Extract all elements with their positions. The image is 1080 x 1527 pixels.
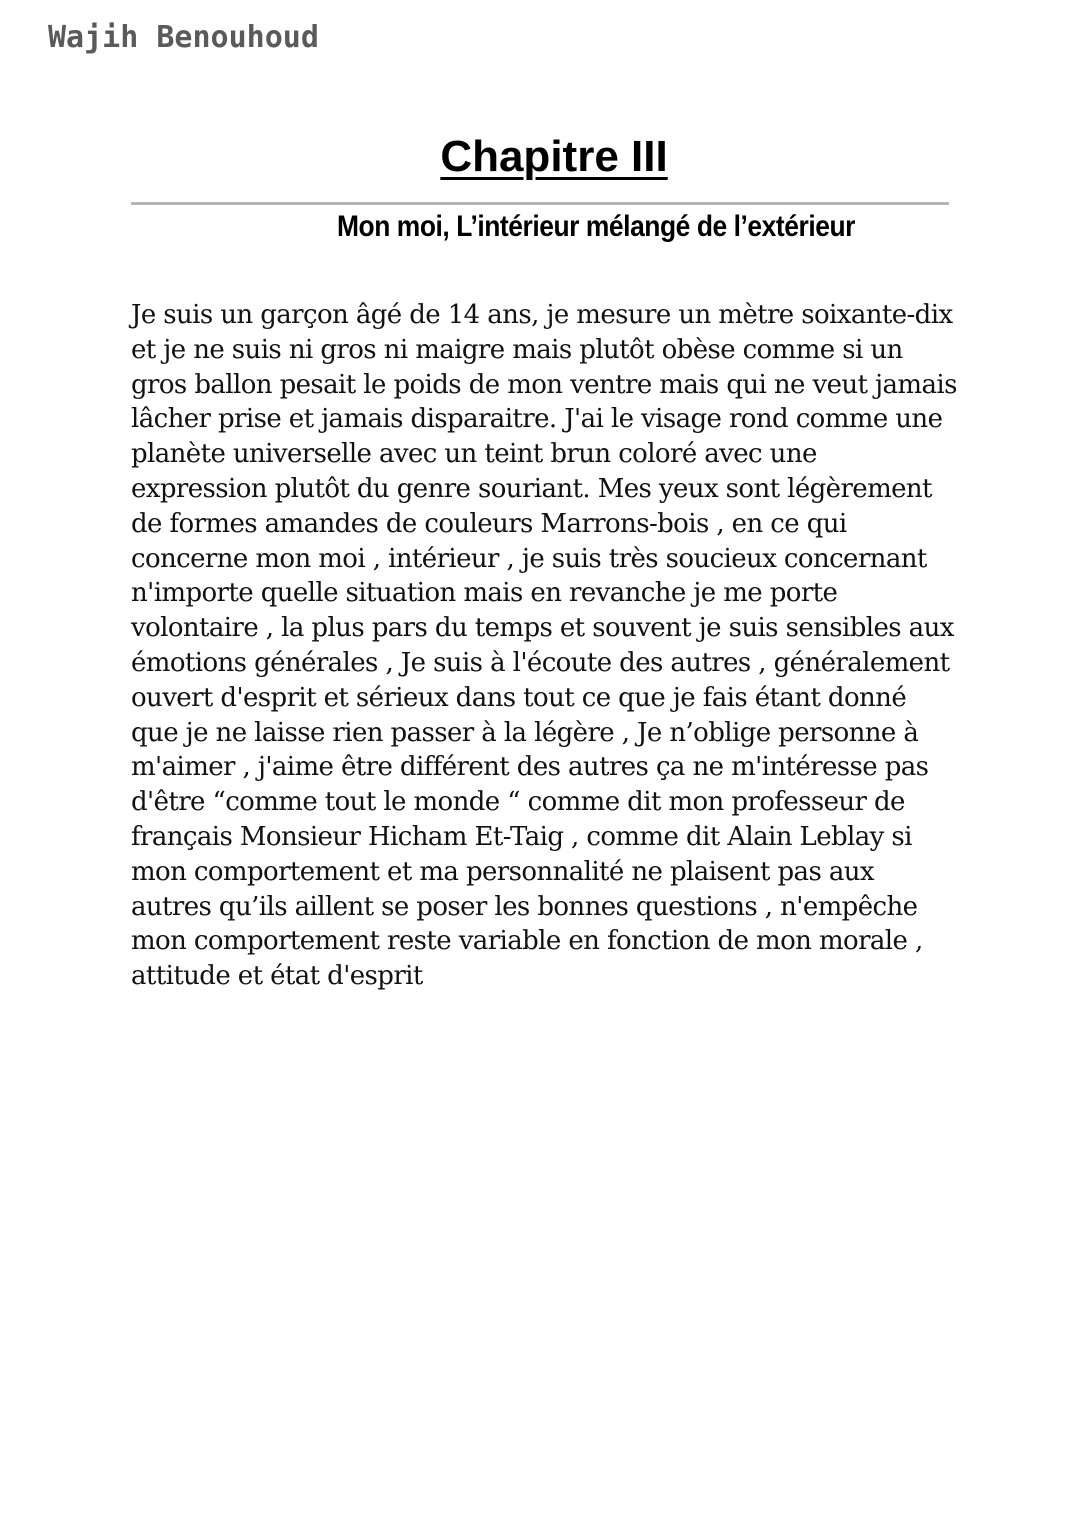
paragraph-line: expression plutôt du genre souriant. Mes yeux sont légèrement (131, 473, 932, 504)
paragraph-line: émotions générales , Je suis à l'écoute des autres , généralement (131, 647, 950, 678)
title-divider (131, 202, 949, 205)
chapter-title: Chapitre III (440, 132, 668, 181)
paragraph-line: et je ne suis ni gros ni maigre mais plutôt obèse comme si un (131, 334, 903, 365)
paragraph-line: m'aimer , j'aime être différent des autres ça ne m'intéresse pas (131, 752, 929, 783)
paragraph-line: Je suis un garçon âgé de 14 ans, je mesure un mètre soixante-dix (131, 300, 953, 330)
paragraph-line: lâcher prise et jamais disparaitre. J'ai le visage rond comme une (131, 404, 943, 435)
author-name: Wajih Benouhoud (48, 20, 319, 55)
paragraph-line: attitude et état d'esprit (131, 961, 423, 992)
paragraph-line: mon comportement reste variable en fonction de mon morale , (131, 926, 923, 957)
paragraph-line: planète universelle avec un teint brun coloré avec une (131, 439, 817, 470)
chapter-subtitle: Mon moi, L’intérieur mélangé de l’extérieur (336, 210, 856, 243)
paragraph-line: français Monsieur Hicham Et-Taig , comme dit Alain Leblay si (131, 821, 912, 852)
body-paragraph (131, 298, 961, 994)
paragraph-line: mon comportement et ma personnalité ne plaisent pas aux (131, 856, 874, 887)
paragraph-line: de formes amandes de couleurs Marrons-bois , en ce qui (131, 508, 847, 539)
paragraph-line: volontaire , la plus pars du temps et souvent je suis sensibles aux (131, 613, 954, 644)
paragraph-line: concerne mon moi , intérieur , je suis très soucieux concernant (131, 543, 927, 574)
paragraph-line: ouvert d'esprit et sérieux dans tout ce que je fais étant donné (131, 682, 907, 713)
paragraph-line: gros ballon pesait le poids de mon ventre mais qui ne veut jamais (131, 369, 957, 400)
paragraph-line: n'importe quelle situation mais en revanche je me porte (131, 578, 838, 609)
paragraph-line: autres qu’ils aillent se poser les bonnes questions , n'empêche (131, 891, 918, 922)
paragraph-line: que je ne laisse rien passer à la légère , Je n’oblige personne à (131, 717, 919, 748)
paragraph-line: d'être “comme tout le monde “ comme dit mon professeur de (131, 787, 905, 818)
